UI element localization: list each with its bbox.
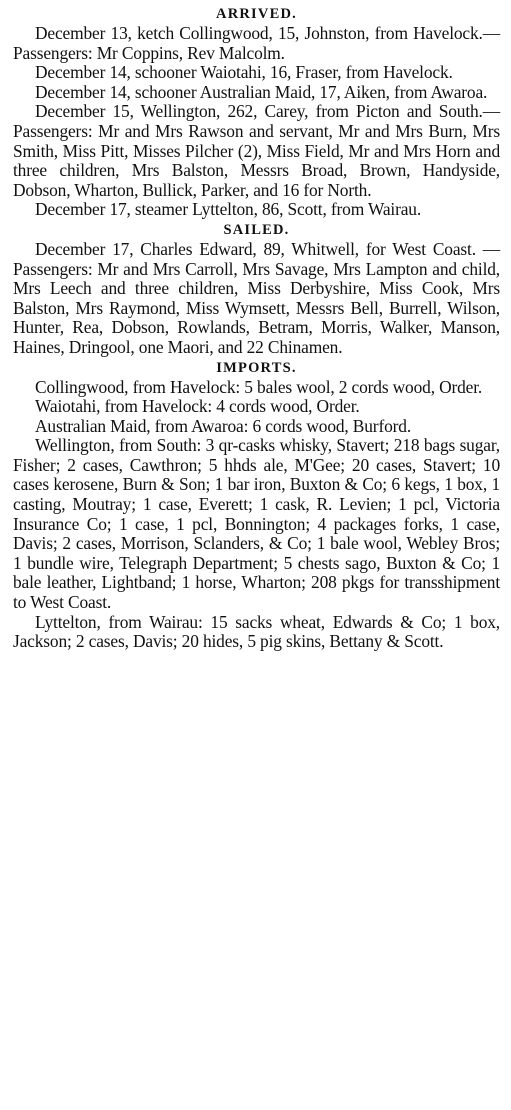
import-entry: Collingwood, from Havelock: 5 bales wool, 2 cords wood, Order.: [35, 376, 483, 397]
shipping-entry: December 14, schooner Waiotahi, 16, Fraser, from Havelock.: [35, 62, 453, 83]
section-heading-arrived: ARRIVED.: [216, 6, 297, 22]
sailed-section: [13, 221, 500, 358]
arrived-section: [13, 5, 500, 220]
section-heading-sailed: SAILED.: [223, 221, 290, 238]
shipping-entry: December 17, Charles Edward, 89, Whitwell, for West Coast. — Passengers: Mr and Mrs Carroll, Mrs Savage, Mrs Lampton and child, Mrs Leech and three children, Miss Derbyshire, Miss Cook, Mrs Balston, Mrs Raymond, Miss Wymsett, Messrs Bell, Burrell, Wilson, Hunter, Rea, Dobson, Rowlands, Betram, Morris, Walker, Manson, Haines, Dringool, one Maori, and 22 Chinamen.: [13, 238, 500, 357]
shipping-entry: December 14, schooner Australian Maid, 17, Aiken, from Awaroa.: [35, 81, 488, 102]
shipping-entry: December 17, steamer Lyttelton, 86, Scott, from Wairau.: [35, 199, 422, 220]
import-entry: Lyttelton, from Wairau: 15 sacks wheat, Edwards & Co; 1 box, Jackson; 2 cases, Davis; 20 hides, 5 pig skins, Bettany & Scott.: [13, 611, 500, 652]
import-entry: Wellington, from South: 3 qr-casks whisky, Stavert; 218 bags sugar, Fisher; 2 cases, Cawthron; 5 hhds ale, M'Gee; 20 cases, Stavert; 10 cases kerosene, Burn & Son; 1 bar iron, Buxton & Co; 6 kegs, 1 box, 1 casting, Moutray; 1 case, Everett; 1 cask, R. Levien; 1 pcl, Victoria Insurance Co; 1 case, 1 pcl, Bonnington; 4 packages forks, 1 case, Davis; 2 cases, Morrison, Sclanders, & Co; 1 bale wool, Webley Bros; 1 bundle wire, Telegraph Department; 5 chests sago, Buxton & Co; 1 bale leather, Lightband; 1 horse, Wharton; 208 pkgs for transshipment to West Coast.: [13, 435, 500, 613]
shipping-entry: December 15, Wellington, 262, Carey, from Picton and South.—Passengers: Mr and Mrs Rawson and servant, Mr and Mrs Burn, Mrs Smith, Miss Pitt, Misses Pilcher (2), Miss Field, Mr and Mrs Horn and three children, Mrs Balston, Messrs Broad, Brown, Handyside, Dobson, Wharton, Bullick, Parker, and 16 for North.: [13, 101, 500, 200]
section-heading-imports: IMPORTS.: [216, 359, 297, 376]
shipping-entry: December 13, ketch Collingwood, 15, Johnston, from Havelock.—Passengers: Mr Coppins, Rev Malcolm.: [13, 23, 500, 63]
imports-section: [13, 359, 500, 652]
import-entry: Australian Maid, from Awaroa: 6 cords wood, Burford.: [35, 415, 412, 436]
import-entry: Waiotahi, from Havelock: 4 cords wood, Order.: [35, 396, 360, 417]
